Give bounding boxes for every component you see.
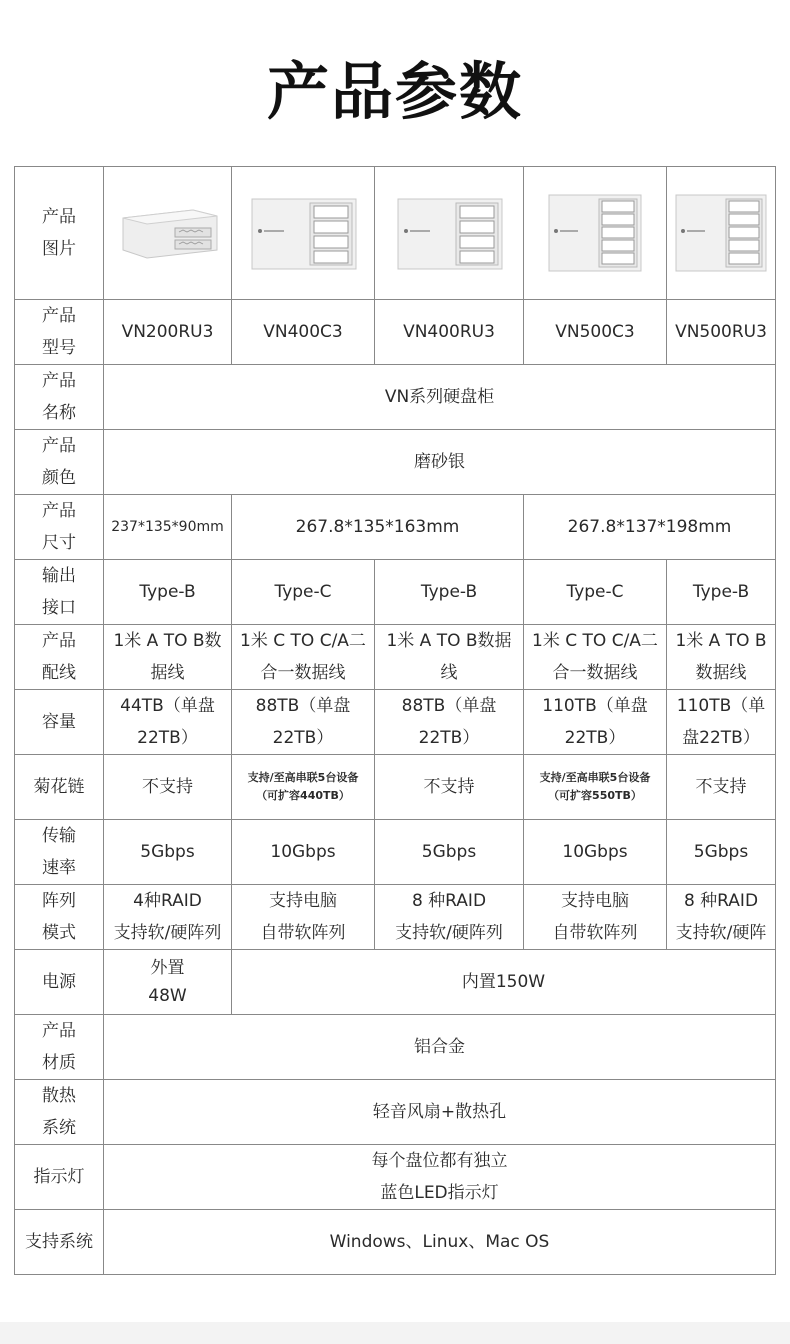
label-port: 输出 接口 (15, 560, 104, 625)
model-cell: VN200RU3 (104, 300, 232, 365)
label-daisy: 菊花链 (15, 755, 104, 820)
power-internal-cell: 内置150W (232, 950, 776, 1015)
os-value: Windows、Linux、Mac OS (104, 1210, 776, 1275)
label-color: 产品 颜色 (15, 430, 104, 495)
indicator-value: 每个盘位都有独立 蓝色LED指示灯 (104, 1145, 776, 1210)
power-external-cell: 外置 48W (104, 950, 232, 1015)
4-bay-enclosure-image (248, 193, 358, 273)
row-cable (15, 625, 776, 690)
product-image-cell (667, 167, 776, 300)
2-bay-enclosure-image (113, 198, 223, 268)
capacity-cell: 44TB（单盘 22TB） (104, 690, 232, 755)
product-image-cell (524, 167, 667, 300)
model-cell: VN400RU3 (375, 300, 524, 365)
size-cell: 267.8*137*198mm (524, 495, 776, 560)
daisy-cell: 不支持 (667, 755, 776, 820)
row-speed (15, 820, 776, 885)
port-cell: Type-C (524, 560, 667, 625)
bottom-strip (0, 1322, 790, 1344)
label-speed: 传输 速率 (15, 820, 104, 885)
capacity-cell: 88TB（单盘 22TB） (375, 690, 524, 755)
row-name (15, 365, 776, 430)
product-image-cell (375, 167, 524, 300)
name-value: VN系列硬盘柜 (104, 365, 776, 430)
model-cell: VN500RU3 (667, 300, 776, 365)
row-indicator (15, 1145, 776, 1210)
raid-cell: 支持电脑 自带软阵列 (524, 885, 667, 950)
row-cooling (15, 1080, 776, 1145)
size-cell: 237*135*90mm (104, 495, 232, 560)
label-size: 产品 尺寸 (15, 495, 104, 560)
speed-cell: 5Gbps (375, 820, 524, 885)
cable-cell: 1米 A TO B 数据线 (667, 625, 776, 690)
model-cell: VN500C3 (524, 300, 667, 365)
speed-cell: 5Gbps (667, 820, 776, 885)
label-cable: 产品 配线 (15, 625, 104, 690)
color-value: 磨砂银 (104, 430, 776, 495)
label-capacity: 容量 (15, 690, 104, 755)
daisy-cell: 支持/至高串联5台设备 （可扩容550TB） (524, 755, 667, 820)
capacity-cell: 110TB（单 盘22TB） (667, 690, 776, 755)
product-image-cell (232, 167, 375, 300)
speed-cell: 5Gbps (104, 820, 232, 885)
raid-cell: 支持电脑 自带软阵列 (232, 885, 375, 950)
speed-cell: 10Gbps (232, 820, 375, 885)
port-cell: Type-B (104, 560, 232, 625)
size-cell: 267.8*135*163mm (232, 495, 524, 560)
daisy-cell: 不支持 (104, 755, 232, 820)
5-bay-enclosure-image (545, 191, 645, 275)
label-material: 产品 材质 (15, 1015, 104, 1080)
label-os: 支持系统 (15, 1210, 104, 1275)
cable-cell: 1米 C TO C/A二 合一数据线 (232, 625, 375, 690)
label-name: 产品 名称 (15, 365, 104, 430)
page-title: 产品参数 (266, 55, 523, 128)
4-bay-enclosure-image (394, 193, 504, 273)
capacity-cell: 88TB（单盘 22TB） (232, 690, 375, 755)
row-raid (15, 885, 776, 950)
row-power (15, 950, 776, 1015)
label-indicator: 指示灯 (15, 1145, 104, 1210)
speed-cell: 10Gbps (524, 820, 667, 885)
row-image (15, 167, 776, 300)
material-value: 铝合金 (104, 1015, 776, 1080)
cable-cell: 1米 A TO B数据 线 (375, 625, 524, 690)
cable-cell: 1米 C TO C/A二 合一数据线 (524, 625, 667, 690)
raid-cell: 8 种RAID 支持软/硬阵列 (375, 885, 524, 950)
row-capacity (15, 690, 776, 755)
row-color (15, 430, 776, 495)
daisy-cell: 支持/至高串联5台设备 （可扩容440TB） (232, 755, 375, 820)
row-os (15, 1210, 776, 1275)
label-cooling: 散热 系统 (15, 1080, 104, 1145)
row-model (15, 300, 776, 365)
daisy-cell: 不支持 (375, 755, 524, 820)
product-image-cell (104, 167, 232, 300)
row-material (15, 1015, 776, 1080)
label-model: 产品 型号 (15, 300, 104, 365)
raid-cell: 8 种RAID 支持软/硬阵 (667, 885, 776, 950)
spec-table (14, 166, 776, 1275)
capacity-cell: 110TB（单盘 22TB） (524, 690, 667, 755)
cooling-value: 轻音风扇+散热孔 (104, 1080, 776, 1145)
row-port (15, 560, 776, 625)
row-daisy (15, 755, 776, 820)
raid-cell: 4种RAID 支持软/硬阵列 (104, 885, 232, 950)
row-size (15, 495, 776, 560)
5-bay-enclosure-image (672, 191, 770, 275)
model-cell: VN400C3 (232, 300, 375, 365)
label-image: 产品 图片 (15, 167, 104, 300)
port-cell: Type-C (232, 560, 375, 625)
port-cell: Type-B (375, 560, 524, 625)
cable-cell: 1米 A TO B数 据线 (104, 625, 232, 690)
label-raid: 阵列 模式 (15, 885, 104, 950)
label-power: 电源 (15, 950, 104, 1015)
port-cell: Type-B (667, 560, 776, 625)
